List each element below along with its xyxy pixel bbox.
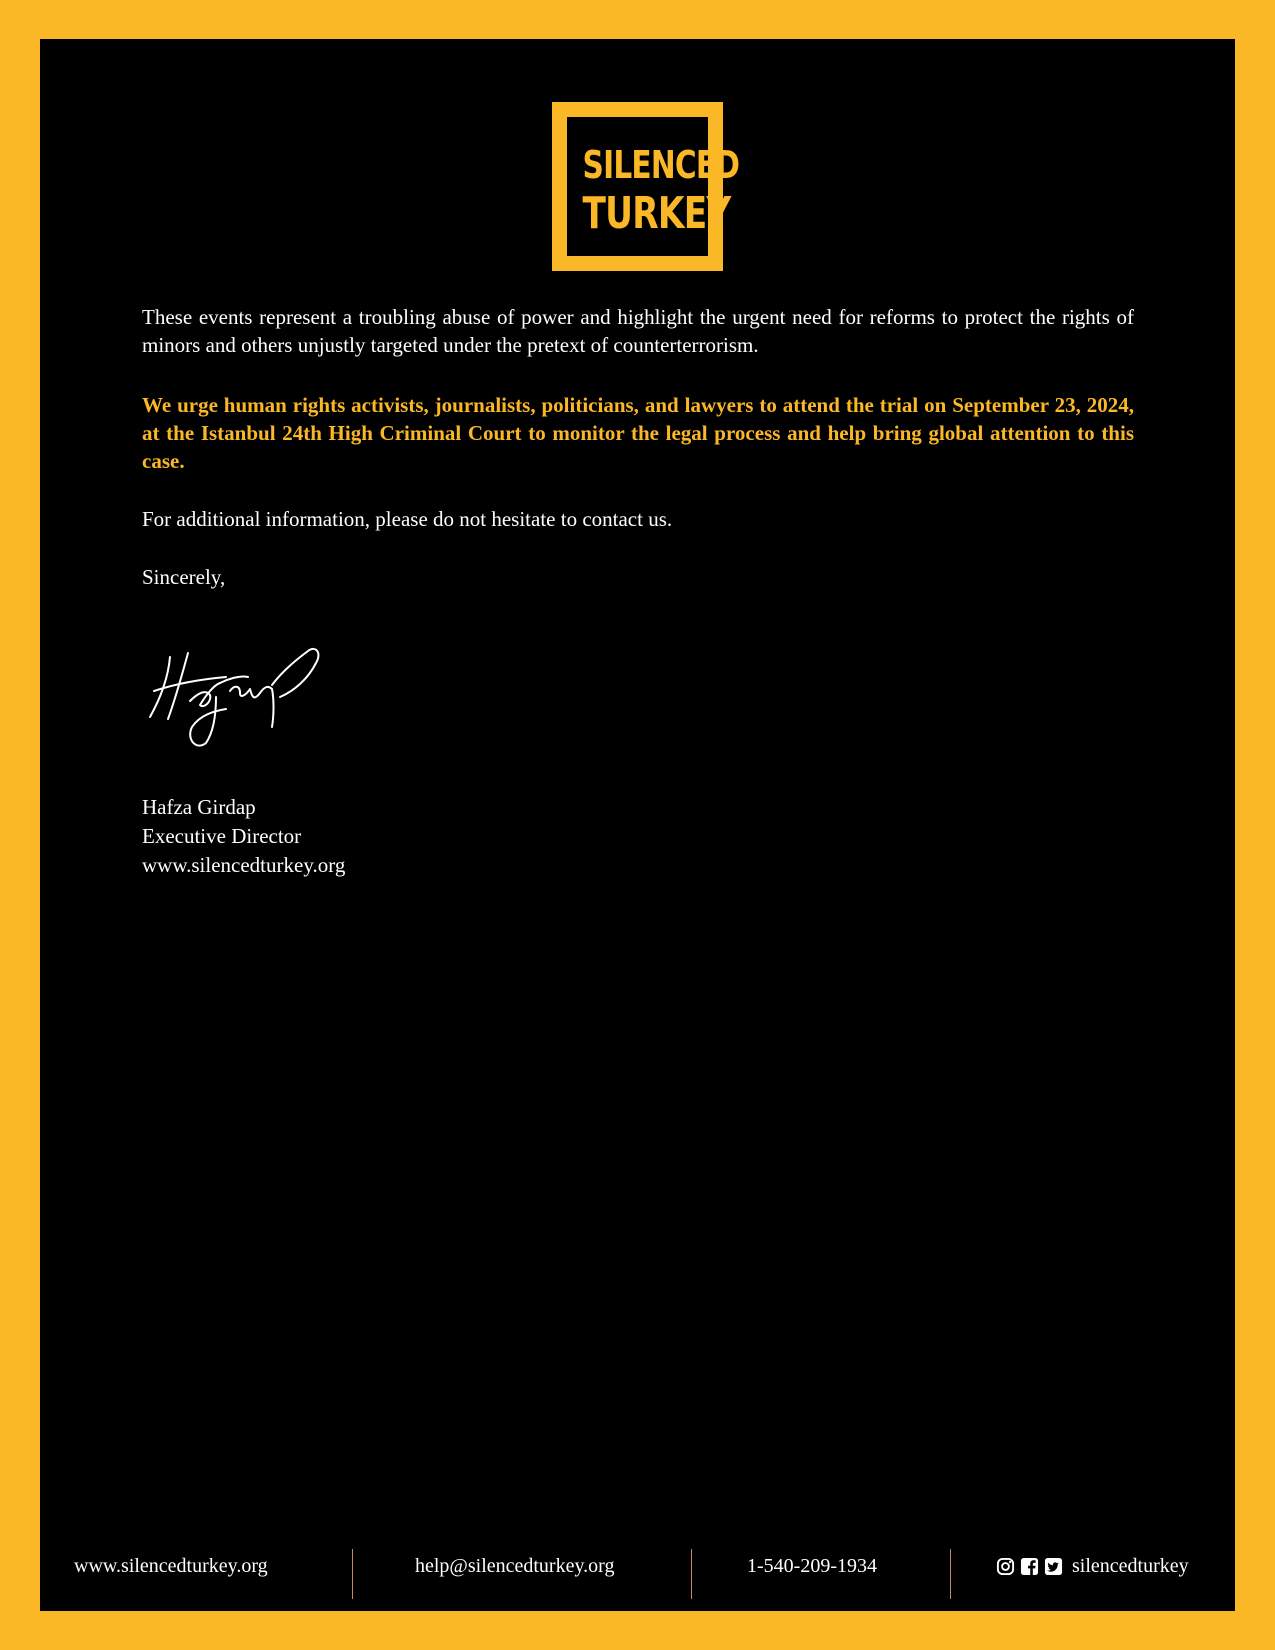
signatory-title: Executive Director [142, 824, 302, 848]
twitter-icon[interactable] [1044, 1557, 1063, 1576]
paragraph-call-to-action: We urge human rights activists, journalists, politicians, and lawyers to attend the trial on September 23, 2024, at the Istanbul 24th High Criminal Court to monitor the legal process and help bring global attention to this case. [142, 393, 1134, 473]
footer-email-link[interactable]: help@silencedturkey.org [415, 1555, 615, 1577]
footer-bar [40, 1549, 1235, 1599]
paragraph-abuse-of-power: These events represent a troubling abuse of power and highlight the urgent need for reforms to protect the rights of minors and others unjustly targeted under the pretext of counterterrorism. [142, 305, 1134, 357]
social-handle[interactable]: silencedturkey [1072, 1555, 1189, 1577]
footer-phone: 1-540-209-1934 [747, 1555, 877, 1577]
footer-divider [691, 1549, 692, 1599]
footer-website-link[interactable]: www.silencedturkey.org [74, 1555, 268, 1577]
signatory-name: Hafza Girdap [142, 795, 256, 819]
instagram-icon[interactable] [996, 1557, 1015, 1576]
signatory-block [142, 793, 345, 880]
logo-inner [567, 117, 740, 256]
closing-salutation: Sincerely, [142, 565, 226, 589]
logo-text-line2: TURKEY [582, 188, 731, 239]
logo-text-line1: SILENCED [582, 143, 740, 187]
signatory-website-link[interactable]: www.silencedturkey.org [142, 853, 346, 877]
facebook-icon[interactable] [1020, 1557, 1039, 1576]
footer-divider [950, 1549, 951, 1599]
paragraph-contact: For additional information, please do not hesitate to contact us. [142, 507, 673, 531]
letter-page [40, 39, 1235, 1611]
handwritten-signature [148, 639, 328, 749]
logo-frame-gap [552, 199, 567, 256]
footer-divider [352, 1549, 353, 1599]
footer-social-links [996, 1555, 1189, 1578]
silenced-turkey-logo [552, 102, 740, 271]
